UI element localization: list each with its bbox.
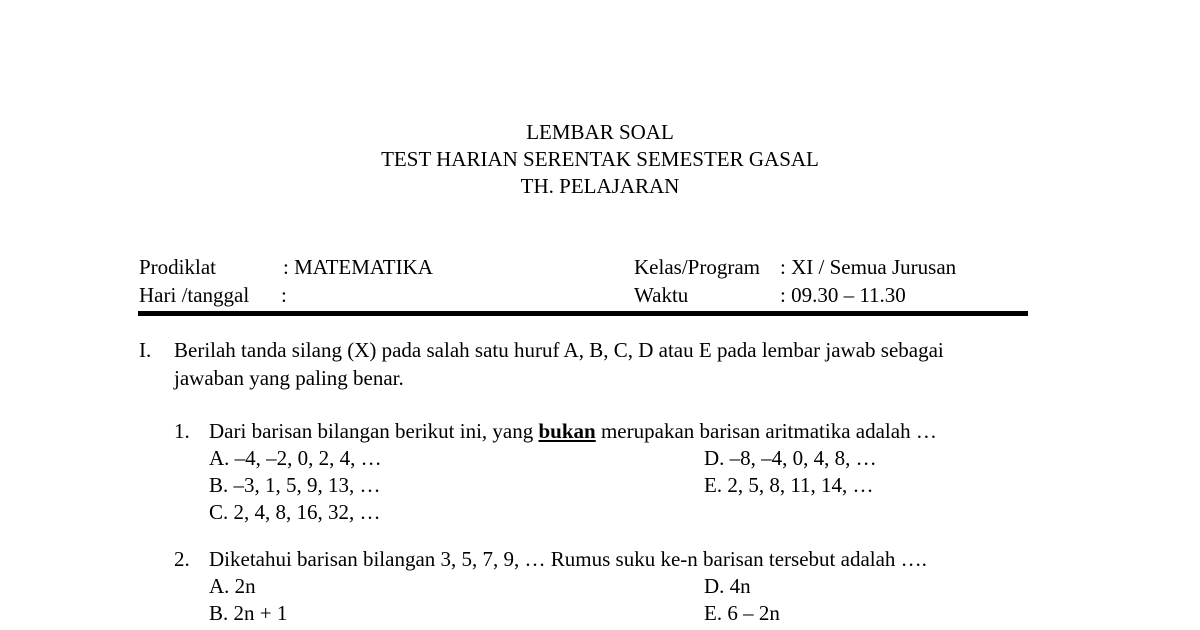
question-1-number: 1. (174, 419, 190, 443)
question-2-number: 2. (174, 547, 190, 571)
hari-value: : (281, 283, 287, 307)
kelas-value: : XI / Semua Jurusan (780, 255, 957, 279)
prodiklat-label: Prodiklat (139, 255, 216, 279)
question-1-option-d: D. –8, –4, 0, 4, 8, … (704, 446, 877, 470)
section-number: I. (139, 338, 152, 362)
question-2-option-d: D. 4n (704, 574, 751, 598)
header-divider (138, 311, 1028, 316)
title-line-3: TH. PELAJARAN (520, 174, 680, 198)
kelas-label: Kelas/Program (634, 255, 760, 279)
title-line-1: LEMBAR SOAL (526, 120, 674, 144)
section-instruction-line-2: jawaban yang paling benar. (174, 366, 404, 390)
question-1-text (209, 417, 937, 445)
waktu-value: : 09.30 – 11.30 (780, 283, 906, 307)
question-1-option-a: A. –4, –2, 0, 2, 4, … (209, 446, 382, 470)
question-2-option-b: B. 2n + 1 (209, 601, 288, 625)
question-1-option-e: E. 2, 5, 8, 11, 14, … (704, 473, 874, 497)
section-instruction-line-1: Berilah tanda silang (X) pada salah satu huruf A, B, C, D atau E pada lembar jawab sebagai (174, 338, 944, 362)
prodiklat-value: : MATEMATIKA (283, 255, 433, 279)
question-1-option-c: C. 2, 4, 8, 16, 32, … (209, 500, 381, 524)
question-2-option-e: E. 6 – 2n (704, 601, 780, 625)
hari-label: Hari /tanggal (139, 283, 250, 307)
title-line-2: TEST HARIAN SERENTAK SEMESTER GASAL (381, 147, 819, 171)
question-1-text-after: merupakan barisan aritmatika adalah … (595, 419, 937, 443)
waktu-label: Waktu (634, 283, 689, 307)
question-1-emphasis: bukan (538, 419, 596, 443)
question-1-option-b: B. –3, 1, 5, 9, 13, … (209, 473, 381, 497)
question-1-text-before: Dari barisan bilangan berikut ini, yang (209, 419, 539, 443)
question-2-text: Diketahui barisan bilangan 3, 5, 7, 9, … Rumus suku ke-n barisan tersebut adalah …. (209, 547, 927, 571)
question-2-option-a: A. 2n (209, 574, 256, 598)
